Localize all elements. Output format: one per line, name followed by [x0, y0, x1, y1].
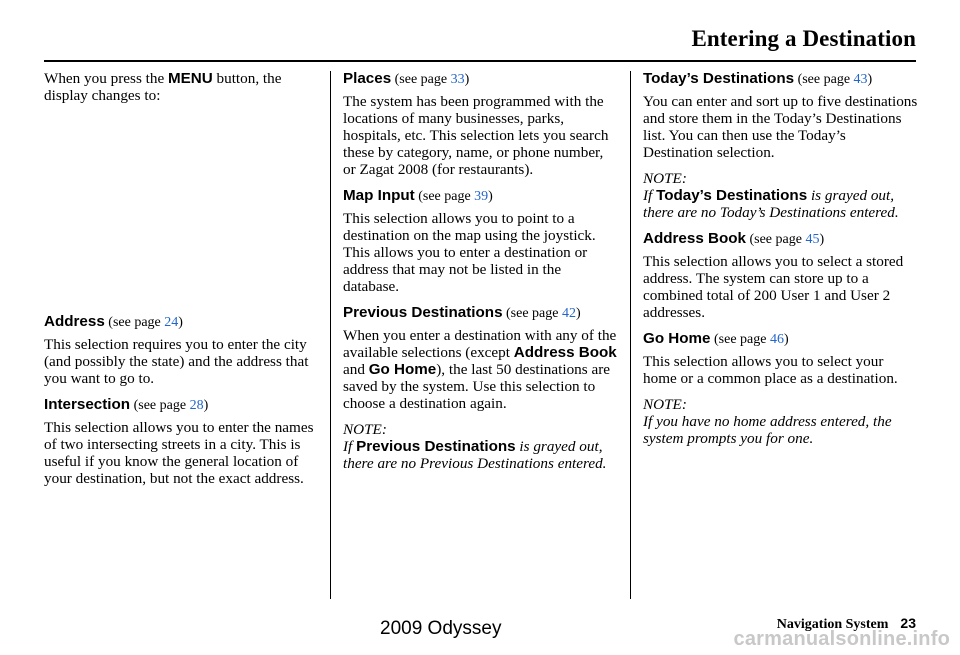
note-label: NOTE: — [643, 396, 687, 413]
page-link-46[interactable]: 46 — [769, 332, 784, 347]
section-body-address: This selection requires you to enter the city (and possibly the state) and the address that you want to go to. — [44, 336, 309, 387]
footer-section-name: Navigation System — [776, 617, 889, 632]
intro-paragraph: When you press the MENU button, the display changes to: — [44, 70, 282, 104]
page-link-43[interactable]: 43 — [853, 72, 868, 87]
section-body-places: The system has been programmed with the locations of many businesses, parks, hospitals, etc. This selection lets you search these by category, name, or phone number, or Zagat 2008 (for restaurants). — [343, 93, 609, 178]
section-body-map-input: This selection allows you to point to a destination on the map using the joystick. This allows you to enter a destination or address that may not be listed in the database. — [343, 210, 596, 295]
column-divider-1 — [330, 71, 331, 599]
page-link-42[interactable]: 42 — [561, 306, 576, 321]
section-heading-intersection: Intersection (see page 28) — [44, 396, 209, 413]
section-heading-go-home: Go Home (see page 46) — [643, 330, 789, 347]
section-body-previous-destinations: When you enter a destination with any of the available selections (except Address Book and Go Home), the last 50 destinations are saved by the system. Use this selection to choose a destination again. — [343, 327, 617, 412]
page-link-28[interactable]: 28 — [189, 398, 204, 413]
section-heading-todays-destinations: Today’s Destinations (see page 43) — [643, 70, 873, 87]
column-2 — [343, 70, 619, 481]
note-go-home: If you have no home address entered, the system prompts you for one. — [643, 413, 892, 447]
note-previous-destinations: If Previous Destinations is grayed out, there are no Previous Destinations entered. — [343, 438, 607, 472]
page-number: 23 — [900, 615, 916, 631]
section-body-todays-destinations: You can enter and sort up to five destinations and store them in the Today’s Destinations list. You can then use the Today’s Destination selection. — [643, 93, 918, 161]
section-body-intersection: This selection allows you to enter the names of two intersecting streets in a city. This is useful if you know the general location of your destination, but not the exact address. — [44, 419, 314, 487]
display-image-placeholder — [44, 113, 314, 313]
section-body-go-home: This selection allows you to select your home or a common place as a destination. — [643, 353, 898, 387]
page-link-39[interactable]: 39 — [474, 189, 489, 204]
page-link-24[interactable]: 24 — [164, 315, 179, 330]
note-todays-destinations: If Today’s Destinations is grayed out, there are no Today’s Destinations entered. — [643, 187, 899, 221]
note-label: NOTE: — [343, 421, 387, 438]
vehicle-model: 2009 Odyssey — [380, 618, 502, 639]
section-heading-map-input: Map Input (see page 39) — [343, 187, 493, 204]
section-heading-places: Places (see page 33) — [343, 70, 470, 87]
page-link-33[interactable]: 33 — [450, 72, 465, 87]
section-heading-address: Address (see page 24) — [44, 313, 183, 330]
column-3 — [643, 70, 919, 456]
page-title: Entering a Destination — [691, 26, 916, 51]
section-heading-address-book: Address Book (see page 45) — [643, 230, 825, 247]
header-rule — [44, 60, 916, 62]
note-label: NOTE: — [643, 170, 687, 187]
section-body-address-book: This selection allows you to select a stored address. The system can store up to a combined total of 200 User 1 and User 2 addresses. — [643, 253, 904, 321]
column-divider-2 — [630, 71, 631, 599]
watermark: carmanualsonline.info — [733, 628, 950, 650]
menu-button-label: MENU — [168, 70, 213, 87]
section-heading-previous-destinations: Previous Destinations (see page 42) — [343, 304, 581, 321]
page-link-45[interactable]: 45 — [805, 232, 820, 247]
column-1 — [44, 70, 314, 496]
